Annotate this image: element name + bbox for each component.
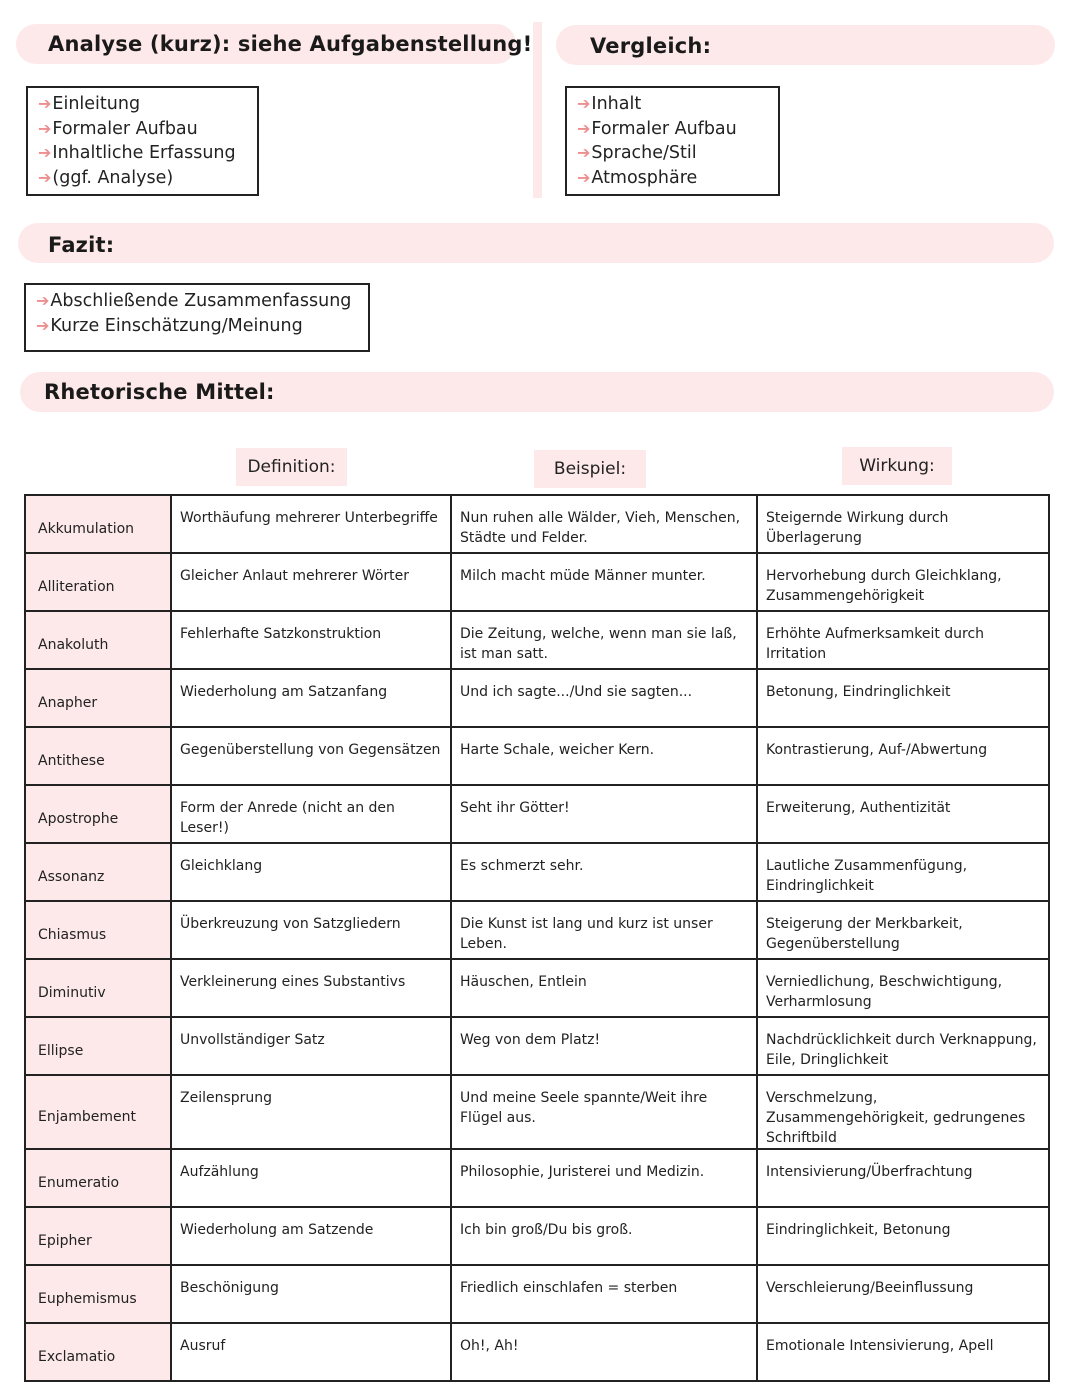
beispiel-cell: Friedlich einschlafen = sterben xyxy=(451,1265,757,1323)
table-row xyxy=(25,669,1049,727)
table-row xyxy=(25,785,1049,843)
vergleich-list-item: ➔ Sprache/Stil xyxy=(577,141,768,166)
wirkung-cell: Verschmelzung, Zusammengehörigkeit, gedrungenes Schriftbild xyxy=(757,1075,1049,1149)
beispiel-cell: Es schmerzt sehr. xyxy=(451,843,757,901)
table-row xyxy=(25,901,1049,959)
fazit-list-box xyxy=(24,283,370,352)
vergleich-list-item: ➔ Formaler Aufbau xyxy=(577,117,768,142)
definition-cell: Gleicher Anlaut mehrerer Wörter xyxy=(171,553,451,611)
arrow-right-icon: ➔ xyxy=(38,143,52,162)
analyse-list-item: ➔ Inhaltliche Erfassung xyxy=(38,141,247,166)
term-cell: Euphemismus xyxy=(25,1265,171,1323)
wirkung-cell: Steigernde Wirkung durch Überlagerung xyxy=(757,495,1049,553)
arrow-right-icon: ➔ xyxy=(577,94,591,113)
beispiel-cell: Weg von dem Platz! xyxy=(451,1017,757,1075)
table-row xyxy=(25,843,1049,901)
term-cell: Antithese xyxy=(25,727,171,785)
section-divider xyxy=(533,22,542,198)
beispiel-cell: Seht ihr Götter! xyxy=(451,785,757,843)
beispiel-cell: Harte Schale, weicher Kern. xyxy=(451,727,757,785)
definition-cell: Worthäufung mehrerer Unterbegriffe xyxy=(171,495,451,553)
arrow-right-icon: ➔ xyxy=(36,315,50,335)
definition-cell: Aufzählung xyxy=(171,1149,451,1207)
analyse-list-box xyxy=(26,86,259,196)
term-cell: Apostrophe xyxy=(25,785,171,843)
table-row xyxy=(25,495,1049,553)
term-cell: Assonanz xyxy=(25,843,171,901)
column-header-wirkung: Wirkung: xyxy=(842,447,952,485)
wirkung-cell: Erhöhte Aufmerksamkeit durch Irritation xyxy=(757,611,1049,669)
column-header-definition: Definition: xyxy=(236,448,347,486)
beispiel-cell: Nun ruhen alle Wälder, Vieh, Menschen, Städte und Felder. xyxy=(451,495,757,553)
table-row xyxy=(25,959,1049,1017)
beispiel-cell: Die Zeitung, welche, wenn man sie laß, ist man satt. xyxy=(451,611,757,669)
arrow-right-icon: ➔ xyxy=(577,118,591,138)
arrow-right-icon: ➔ xyxy=(38,167,52,187)
definition-cell: Überkreuzung von Satzgliedern xyxy=(171,901,451,959)
term-cell: Exclamatio xyxy=(25,1323,171,1381)
table-row xyxy=(25,1017,1049,1075)
wirkung-cell: Steigerung der Merkbarkeit, Gegenüberstellung xyxy=(757,901,1049,959)
analyse-list-item: ➔ Einleitung xyxy=(38,92,247,117)
table-row xyxy=(25,1265,1049,1323)
wirkung-cell: Verschleierung/Beeinflussung xyxy=(757,1265,1049,1323)
wirkung-cell: Betonung, Eindringlichkeit xyxy=(757,669,1049,727)
wirkung-cell: Erweiterung, Authentizität xyxy=(757,785,1049,843)
term-cell: Chiasmus xyxy=(25,901,171,959)
definition-cell: Verkleinerung eines Substantivs xyxy=(171,959,451,1017)
definition-cell: Beschönigung xyxy=(171,1265,451,1323)
term-cell: Akkumulation xyxy=(25,495,171,553)
beispiel-cell: Oh!, Ah! xyxy=(451,1323,757,1381)
term-cell: Alliteration xyxy=(25,553,171,611)
column-header-beispiel: Beispiel: xyxy=(534,450,646,488)
rhetorik-title: Rhetorische Mittel: xyxy=(44,380,275,404)
arrow-right-icon: ➔ xyxy=(38,118,52,138)
term-cell: Anapher xyxy=(25,669,171,727)
beispiel-cell: Milch macht müde Männer munter. xyxy=(451,553,757,611)
definition-cell: Wiederholung am Satzanfang xyxy=(171,669,451,727)
analyse-list-item: ➔ (ggf. Analyse) xyxy=(38,166,247,191)
wirkung-cell: Lautliche Zusammenfügung, Eindringlichkeit xyxy=(757,843,1049,901)
fazit-title: Fazit: xyxy=(48,233,115,257)
wirkung-cell: Intensivierung/Überfrachtung xyxy=(757,1149,1049,1207)
arrow-right-icon: ➔ xyxy=(36,291,50,310)
term-cell: Anakoluth xyxy=(25,611,171,669)
fazit-list-item: ➔ Abschließende Zusammenfassung xyxy=(36,289,358,314)
term-cell: Enumeratio xyxy=(25,1149,171,1207)
definition-cell: Unvollständiger Satz xyxy=(171,1017,451,1075)
analyse-list-item: ➔ Formaler Aufbau xyxy=(38,117,247,142)
arrow-right-icon: ➔ xyxy=(38,94,52,113)
table-row xyxy=(25,1149,1049,1207)
fazit-banner xyxy=(18,223,1054,263)
rhetorik-table-body xyxy=(25,495,1049,1381)
vergleich-list-item: ➔ Atmosphäre xyxy=(577,166,768,191)
beispiel-cell: Häuschen, Entlein xyxy=(451,959,757,1017)
beispiel-cell: Und meine Seele spannte/Weit ihre Flügel aus. xyxy=(451,1075,757,1149)
table-row xyxy=(25,1075,1049,1149)
vergleich-list-item: ➔ Inhalt xyxy=(577,92,768,117)
fazit-list-item: ➔ Kurze Einschätzung/Meinung xyxy=(36,314,358,339)
rhetorik-table xyxy=(24,494,1050,1382)
definition-cell: Ausruf xyxy=(171,1323,451,1381)
definition-cell: Wiederholung am Satzende xyxy=(171,1207,451,1265)
wirkung-cell: Verniedlichung, Beschwichtigung, Verharmlosung xyxy=(757,959,1049,1017)
table-row xyxy=(25,553,1049,611)
definition-cell: Fehlerhafte Satzkonstruktion xyxy=(171,611,451,669)
wirkung-cell: Eindringlichkeit, Betonung xyxy=(757,1207,1049,1265)
analyse-title: Analyse (kurz): siehe Aufgabenstellung! xyxy=(48,32,533,56)
definition-cell: Gegenüberstellung von Gegensätzen xyxy=(171,727,451,785)
table-row xyxy=(25,1207,1049,1265)
table-row xyxy=(25,611,1049,669)
table-row xyxy=(25,727,1049,785)
beispiel-cell: Und ich sagte.../Und sie sagten... xyxy=(451,669,757,727)
term-cell: Epipher xyxy=(25,1207,171,1265)
arrow-right-icon: ➔ xyxy=(577,143,591,162)
definition-cell: Zeilensprung xyxy=(171,1075,451,1149)
definition-cell: Gleichklang xyxy=(171,843,451,901)
vergleich-title: Vergleich: xyxy=(590,34,712,58)
definition-cell: Form der Anrede (nicht an den Leser!) xyxy=(171,785,451,843)
table-row xyxy=(25,1323,1049,1381)
term-cell: Ellipse xyxy=(25,1017,171,1075)
beispiel-cell: Ich bin groß/Du bis groß. xyxy=(451,1207,757,1265)
wirkung-cell: Emotionale Intensivierung, Apell xyxy=(757,1323,1049,1381)
beispiel-cell: Philosophie, Juristerei und Medizin. xyxy=(451,1149,757,1207)
wirkung-cell: Kontrastierung, Auf-/Abwertung xyxy=(757,727,1049,785)
term-cell: Enjambement xyxy=(25,1075,171,1149)
vergleich-list-box xyxy=(565,86,780,196)
wirkung-cell: Nachdrücklichkeit durch Verknappung, Eile, Dringlichkeit xyxy=(757,1017,1049,1075)
beispiel-cell: Die Kunst ist lang und kurz ist unser Leben. xyxy=(451,901,757,959)
term-cell: Diminutiv xyxy=(25,959,171,1017)
arrow-right-icon: ➔ xyxy=(577,167,591,187)
wirkung-cell: Hervorhebung durch Gleichklang, Zusammengehörigkeit xyxy=(757,553,1049,611)
